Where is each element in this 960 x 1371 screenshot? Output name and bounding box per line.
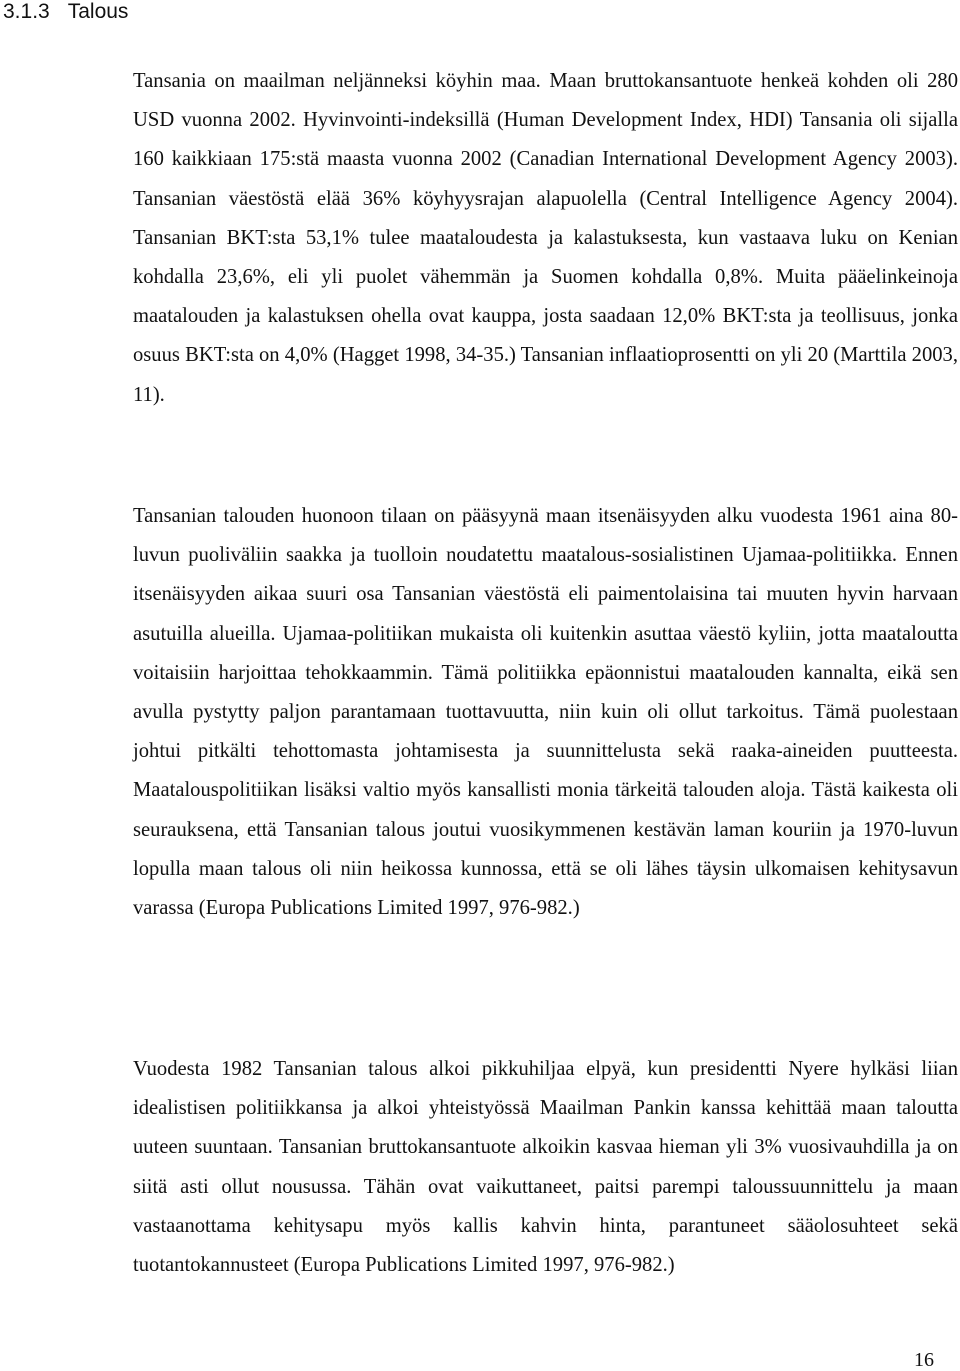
page-number: 16 — [914, 1349, 934, 1371]
section-number: 3.1.3 — [3, 0, 50, 23]
section-title: Talous — [67, 0, 129, 23]
paragraph-recovery: Vuodesta 1982 Tansanian talous alkoi pikkuhiljaa elpyä, kun presidentti Nyere hylkäsi liian idealistisen politiikkansa ja alkoi yhteistyössä Maailman Pankin kanssa kehittää maan taloutta uuteen suuntaan. Tansanian bruttokansantuote alkoikin kasvaa hieman yli 3% vuosivauhdilla ja on siitä asti ollut nousussa. Tähän ovat vaikuttaneet, paitsi parempi taloussuunnittelu ja maan vastaanottama kehitysapu myös kallis kahvin hinta, parantuneet sääolosuhteet sekä tuotantokannusteet (Europa Publications Limited 1997, 976-982.) — [133, 1058, 958, 1277]
paragraph-economy-overview: Tansania on maailman neljänneksi köyhin maa. Maan bruttokansantuote henkeä kohden oli 280 USD vuonna 2002. Hyvinvointi-indeksillä (Human Development Index, HDI) Tansania oli sijalla 160 kaikkiaan 175:stä maasta vuonna 2002 (Canadian International Development Agency 2003). Tansanian väestöstä elää 36% köyhyysrajan alapuolella (Central Intelligence Agency 2004). Tansanian BKT:sta 53,1% tulee maataloudesta ja kalastuksesta, kun vastaava luku on Kenian kohdalla 23,6%, eli yli puolet vähemmän ja Suomen kohdalla 0,8%. Muita pääelinkeinoja maatalouden ja kalastuksen ohella ovat kauppa, josta saadaan 12,0% BKT:sta ja teollisuus, jonka osuus BKT:sta on 4,0% (Hagget 1998, 34-35.) Tansanian inflaatioprosentti on yli 20 (Marttila 2003, 11). — [133, 70, 958, 406]
section-heading — [3, 0, 128, 24]
paragraph-ujamaa-policy: Tansanian talouden huonoon tilaan on pääsyynä maan itsenäisyyden alku vuodesta 1961 aina 80-luvun puoliväliin saakka ja tuolloin noudatettu maatalous-sosialistinen Ujamaa-politiikka. Ennen itsenäisyyden aikaa suuri osa Tansanian väestöstä eli paimentolaisina tai muuten hyvin harvaan asutuilla alueilla. Ujamaa-politiikan mukaista oli kuitenkin asuttaa väestö kyliin, jotta maataloutta voitaisiin harjoittaa tehokkaammin. Tämä politiikka epäonnistui maatalouden kannalta, eikä sen avulla pystytty paljon parantamaan tuottavuutta, niin kuin oli ollut tarkoitus. Tämä puolestaan johtui pitkälti tehottomasta johtamisesta ja suunnittelusta sekä raaka-aineiden puutteesta. Maatalouspolitiikan lisäksi valtio myös kansallisti monia tärkeitä talouden aloja. Tästä kaikesta oli seurauksena, että Tansanian talous joutui vuosikymmenen kestävän laman kouriin ja 1970-luvun lopulla maan talous oli niin heikossa kunnossa, että se oli lähes täysin ulkomaisen kehitysavun varassa (Europa Publications Limited 1997, 976-982.) — [133, 505, 958, 920]
